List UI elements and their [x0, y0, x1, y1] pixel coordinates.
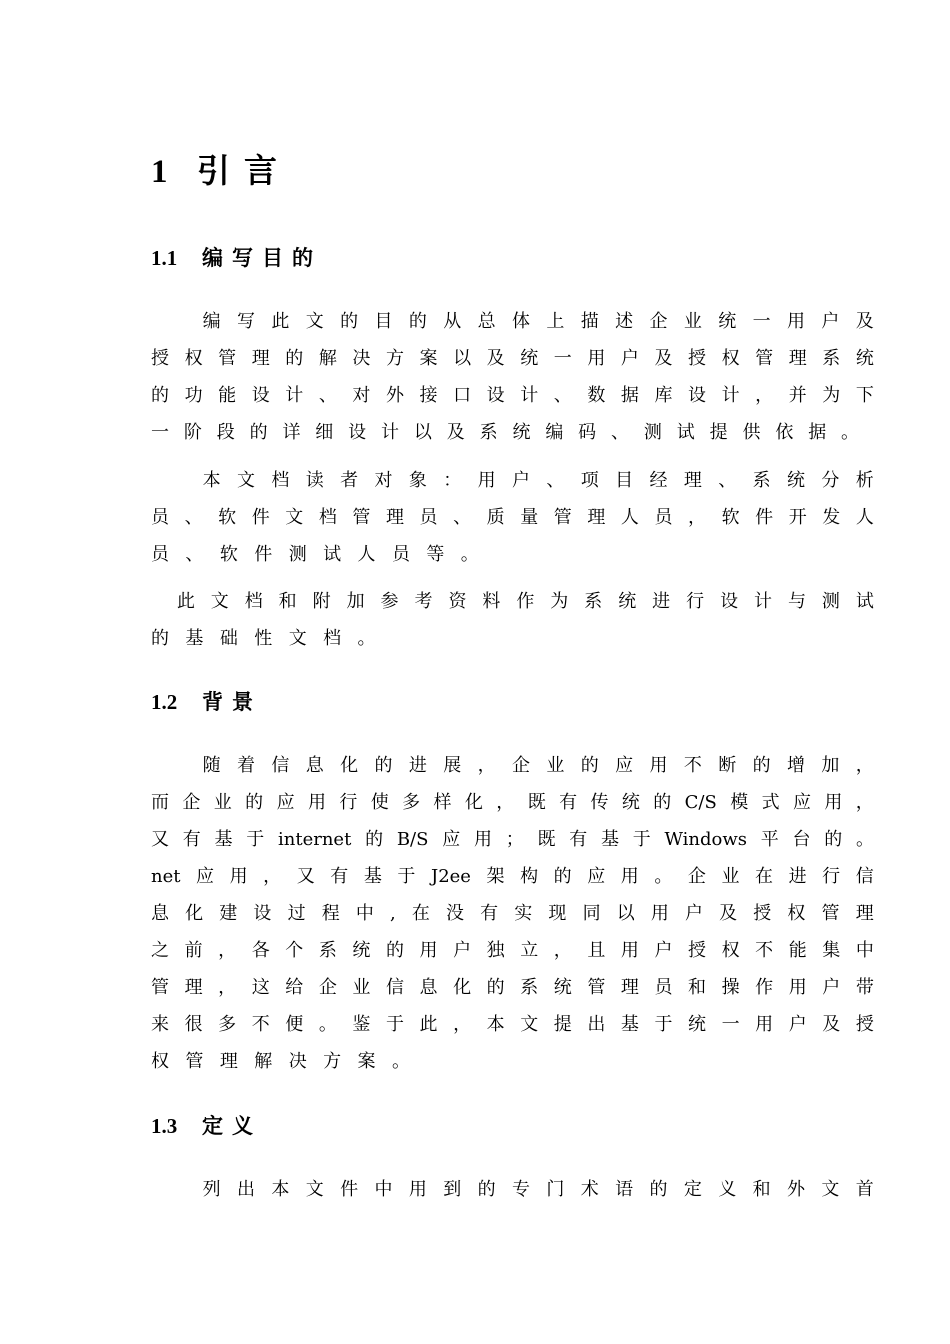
text-line: 此 文 档 和 附 加 参 考 资 料 作 为 系 统 进 行 设 计 与 测 试 [176, 591, 874, 612]
chapter-title: 引言 [197, 151, 291, 190]
paragraph [151, 1171, 874, 1208]
section-number: 1.3 [151, 1114, 178, 1138]
section-heading [151, 686, 262, 716]
text-line: 一 阶 段 的 详 细 设 计 以 及 系 统 编 码 、 测 试 提 供 依 据 。 [151, 422, 860, 443]
text-line: 编 写 此 文 的 目 的 从 总 体 上 描 述 企 业 统 一 用 户 及 [202, 311, 874, 332]
text-line: 管 理 ， 这 给 企 业 信 息 化 的 系 统 管 理 员 和 操 作 用 户 带 [151, 977, 874, 998]
paragraph [151, 462, 874, 573]
text-line: 员 、 软 件 测 试 人 员 等 。 [151, 544, 479, 565]
text-line: net 应 用 ， 又 有 基 于 J2ee 架 构 的 应 用 。 企 业 在 进 行 信 [151, 866, 874, 887]
paragraph [151, 747, 874, 1080]
text-line: 又 有 基 于 internet 的 B/S 应 用 ； 既 有 基 于 Windows 平 台 的 。 [151, 829, 874, 850]
text-line: 的 功 能 设 计 、 对 外 接 口 设 计 、 数 据 库 设 计 ， 并 为 下 [151, 385, 874, 406]
section-number: 1.2 [151, 690, 178, 714]
text-line: 列 出 本 文 件 中 用 到 的 专 门 术 语 的 定 义 和 外 文 首 [202, 1179, 874, 1200]
text-line: 息 化 建 设 过 程 中 , 在 没 有 实 现 同 以 用 户 及 授 权 管 理 [151, 903, 874, 924]
text-line: 本 文 档 读 者 对 象 ： 用 户 、 项 目 经 理 、 系 统 分 析 [202, 470, 874, 491]
section-title: 背景 [202, 689, 262, 714]
text-line: 随 着 信 息 化 的 进 展 ， 企 业 的 应 用 不 断 的 增 加 ， [202, 755, 874, 776]
chapter-heading [151, 145, 291, 192]
text-line: 之 前 ， 各 个 系 统 的 用 户 独 立 ， 且 用 户 授 权 不 能 集 中 [151, 940, 874, 961]
section-heading [151, 1110, 262, 1140]
paragraph [151, 303, 874, 451]
section-heading [151, 242, 322, 272]
paragraph [151, 583, 874, 657]
section-title: 定义 [202, 1113, 262, 1138]
text-line: 权 管 理 解 决 方 案 。 [151, 1051, 410, 1072]
text-line: 授 权 管 理 的 解 决 方 案 以 及 统 一 用 户 及 授 权 管 理 系 统 [151, 348, 874, 369]
text-line: 来 很 多 不 便 。 鉴 于 此 ， 本 文 提 出 基 于 统 一 用 户 及 授 [151, 1014, 874, 1035]
section-title: 编写目的 [202, 245, 322, 270]
section-number: 1.1 [151, 246, 178, 270]
text-line: 员 、 软 件 文 档 管 理 员 、 质 量 管 理 人 员 ， 软 件 开 发 人 [151, 507, 874, 528]
text-line: 而 企 业 的 应 用 行 使 多 样 化 ， 既 有 传 统 的 C/S 模 式 应 用 ， [151, 792, 874, 813]
text-line: 的 基 础 性 文 档 。 [151, 628, 376, 649]
chapter-number: 1 [151, 154, 168, 190]
